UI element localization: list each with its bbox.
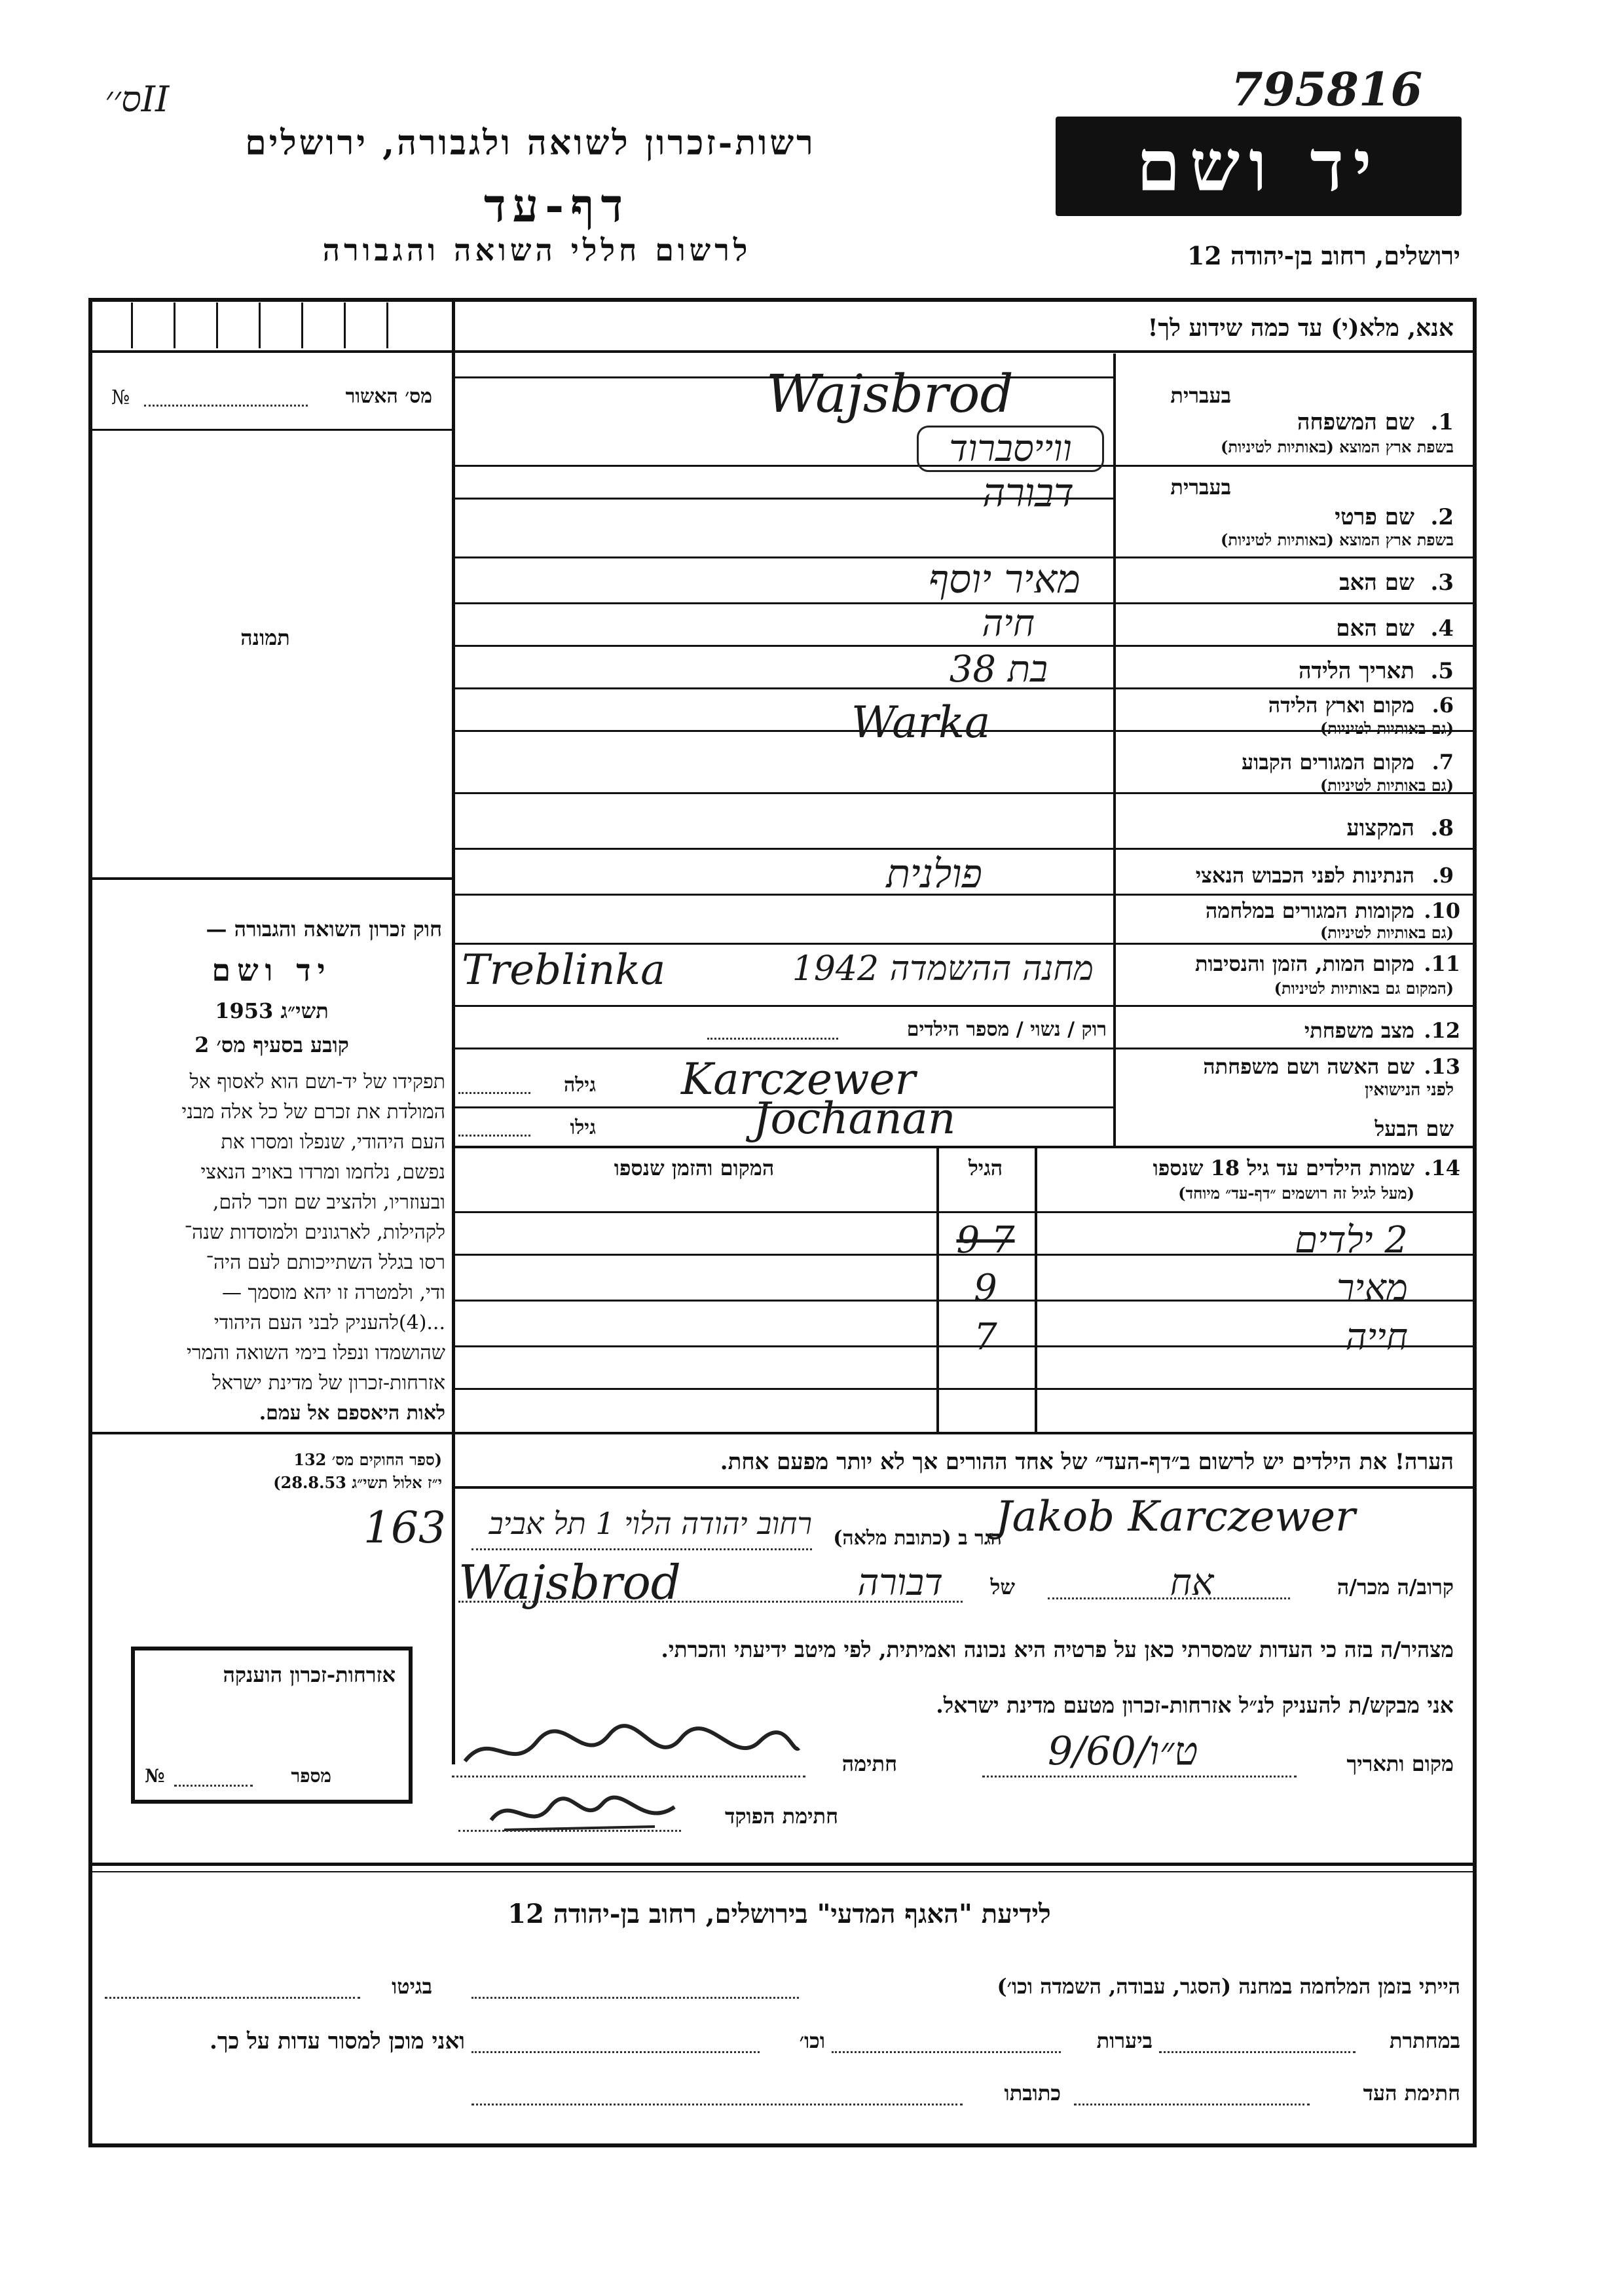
footer-address-label: כתובתו [1004, 2081, 1061, 2105]
field-5-value[interactable]: בת 38 [949, 648, 1048, 691]
law-logo: יד ושם [212, 953, 332, 988]
law-line: ...(4)להעניק לבני העם היהודי [213, 1311, 445, 1334]
child-age[interactable]: 9 [974, 1267, 997, 1309]
field-1-value-heb[interactable]: ווייסברוד [917, 426, 1104, 472]
law-line: ודי, ולמטרה זו יהא מוסמך — [221, 1281, 445, 1304]
field-10-sub: (גם באותיות לטיניות) [1320, 923, 1454, 942]
form-subtitle: לרשום חללי השואה והגבורה [322, 232, 752, 268]
field-9-label: הנתינות לפני הכבוש הנאצי [1195, 863, 1414, 888]
field-1-value-latin[interactable]: Wajsbrod [766, 363, 1014, 424]
law-line: לאות היאספם אל עמם. [259, 1402, 445, 1425]
field-8-label: המקצוע [1346, 815, 1414, 841]
field-13-value[interactable]: Karczewer [681, 1054, 916, 1104]
children-label: שמות הילדים עד גיל 18 שנספו [1153, 1156, 1414, 1180]
field-1-label: שם המשפחה [1297, 409, 1414, 435]
children-place-header: המקום והזמן שנספו [614, 1156, 775, 1180]
footer-title: לידיעת "האגף המדעי" בירושלים, רחוב בן-יהודה 12 [507, 1899, 1051, 1929]
field-12-label: מצב משפחתי [1304, 1018, 1414, 1043]
declarant-number: 163 [363, 1503, 446, 1553]
address-value[interactable]: רחוב יהודה הלוי 1 תל אביב [489, 1506, 812, 1541]
declaration-statement: מצהיר/ה בזה כי העדות שמסרתי כאן על פרטיה היא נכונה ואמיתית, לפי מיטב ידיעתי והכרתי. [661, 1637, 1454, 1662]
field-13-number: 13. [1424, 1054, 1460, 1079]
approval-no-label: מס׳ האשור [345, 385, 432, 408]
field-3-number: 3. [1430, 570, 1454, 596]
law-ref-1: (ספר החוקים מס׳ 132 [293, 1450, 442, 1469]
serial-number: 795816 [1231, 62, 1423, 117]
field-13-age-label: גילה [563, 1074, 596, 1097]
law-line: תפקידו של יד-ושם הוא לאסוף אל [189, 1070, 445, 1093]
law-line: רסו בגלל השתייכותם לעם היה־ [206, 1251, 445, 1274]
law-line: שהושמדו ונפלו בימי השואה והמרי [186, 1341, 445, 1364]
law-ref-2: י״ז אלול תשי״ג 28.8.53) [273, 1473, 442, 1492]
relative-value[interactable]: אח [1170, 1561, 1214, 1604]
citizenship-box-title: אזרחות-זכרון הוענקה [223, 1662, 396, 1687]
yad-vashem-logo [1056, 117, 1462, 216]
place-date-label: מקום ותאריך [1346, 1751, 1454, 1776]
field-12-options: רוק / נשוי / מספר הילדים [906, 1018, 1107, 1041]
no-label: № [111, 386, 130, 409]
law-text-block [100, 1067, 445, 1429]
photo-label: תמונה [240, 625, 290, 650]
field-11-value-latin[interactable]: Treblinka [462, 946, 666, 994]
child-name[interactable]: חייה [1345, 1316, 1408, 1358]
footer-underground-label: במחתרת [1389, 2028, 1460, 2053]
of-value-latin[interactable]: Wajsbrod [458, 1555, 681, 1610]
place-date-value[interactable]: ט״ו/9/60 [1048, 1728, 1198, 1774]
footer-testimony-statement: ואני מוכן למסור עדות על כך. [210, 2028, 465, 2054]
field-11-value-heb[interactable]: מחנה ההשמדה 1942 [792, 949, 1094, 989]
law-line: אזרחות-זכרון של מדינת ישראל [212, 1372, 445, 1394]
field-2-label: שם פרטי [1335, 504, 1414, 530]
citizenship-box-no: № [145, 1765, 165, 1787]
field-7-label: מקום המגורים הקבוע [1242, 750, 1414, 774]
field-2-value[interactable]: דבורה [982, 470, 1074, 516]
footer-camp-label: הייתי בזמן המלחמה במחנה (הסגר, עבודה, השמדה וכו׳) [997, 1974, 1460, 1999]
field-7-sub: (גם באותיות לטיניות) [1320, 776, 1454, 795]
husband-age-label: גילו [570, 1116, 596, 1139]
citizenship-box [131, 1647, 413, 1804]
law-year: תשי״ג 1953 [215, 998, 329, 1023]
declarant-name[interactable]: Jakob Karczewer [995, 1493, 1356, 1541]
intro-text: אנא, מלא(י) עד כמה שידוע לך! [1147, 314, 1454, 342]
field-6-sub: (גם באותיות לטיניות) [1320, 719, 1454, 738]
field-3-value[interactable]: מאיר יוסף [928, 556, 1080, 602]
field-4-label: שם האם [1336, 615, 1414, 642]
field-10-number: 10. [1424, 898, 1460, 923]
children-number: 14. [1424, 1156, 1460, 1180]
children-sub: (מעל לגיל זה רושמים ״דף-עד״ מיוחד) [1178, 1184, 1414, 1203]
field-2-sub: בשפת ארץ המוצא (באותיות לטיניות) [1221, 530, 1454, 549]
footer-etc-label: וכו׳ [799, 2028, 825, 2053]
address-label: הגר ב (כתובת מלאה) [833, 1527, 1002, 1550]
footer-ghetto-label: בגיטו [392, 1974, 432, 1999]
law-line: העם היהודי, שנפלו ומסרו את [221, 1131, 445, 1154]
field-9-number: 9. [1431, 863, 1454, 888]
note-text: הערה! את הילדים יש לרשום ב״דף-העד״ של אחד ההורים אך לא יותר מפעם אחת. [720, 1449, 1454, 1475]
law-line: נפשם, נלחמו ומרדו באויב הנאצי [200, 1161, 445, 1184]
field-11-label: מקום המות, הזמן והנסיבות [1194, 951, 1414, 976]
children-age-header: הגיל [968, 1156, 1003, 1180]
field-3-label: שם האב [1339, 570, 1414, 596]
law-clause: קובע בסעיף מס׳ 2 [194, 1032, 349, 1057]
address: ירושלים, רחוב בן-יהודה 12 [1187, 241, 1460, 270]
field-4-number: 4. [1430, 615, 1454, 642]
field-12-number: 12. [1424, 1018, 1460, 1043]
officer-signature-label: חתימת הפוקד [725, 1804, 838, 1829]
field-6-number: 6. [1431, 693, 1454, 718]
field-7-number: 7. [1431, 750, 1454, 774]
child-name[interactable]: 2 ילדים [1295, 1219, 1408, 1262]
corner-mark: ס׳׳II [105, 79, 170, 120]
field-2-heb-label: בעברית [1170, 475, 1231, 500]
husband-name-label: שם הבעל [1375, 1116, 1454, 1141]
field-13-label: שם האשה ושם משפחתה [1203, 1054, 1414, 1079]
footer-witness-signature-label: חתימת העד [1363, 2081, 1460, 2105]
law-line: ובעוזריו, ולהציב שם וזכר להם, [212, 1191, 445, 1214]
signature-label: חתימה [841, 1751, 897, 1776]
field-1-number: 1. [1430, 409, 1454, 435]
logo-text: יד ושם [1136, 125, 1381, 208]
form-title: דף-עד [483, 178, 630, 232]
field-8-number: 8. [1430, 815, 1454, 841]
field-6-label: מקום וארץ הלידה [1268, 693, 1414, 718]
field-13-sub: לפני הנישואין [1364, 1080, 1454, 1100]
of-label: של [990, 1575, 1015, 1599]
citizenship-request: אני מבקש/ת להעניק לנ״ל אזרחות-זכרון מטעם מדינת ישראל. [936, 1692, 1454, 1718]
relative-label: קרוב/ה מכר/ה [1337, 1575, 1454, 1599]
field-5-number: 5. [1430, 658, 1454, 684]
of-value-heb[interactable]: דבורה [857, 1561, 943, 1604]
code-boxes [92, 302, 452, 348]
citizenship-box-number: מספר [291, 1765, 331, 1787]
field-1-sub: בשפת ארץ המוצא (באותיות לטיניות) [1221, 437, 1454, 456]
field-4-value[interactable]: חיה [982, 602, 1035, 645]
field-1-heb-label: בעברית [1170, 383, 1231, 408]
field-6-value[interactable]: Warka [851, 697, 991, 748]
field-10-label: מקומות המגורים במלחמה [1205, 898, 1414, 923]
field-11-sub: (המקום גם באותיות לטיניות) [1274, 979, 1454, 998]
law-title: חוק זכרון השואה והגבורה — [206, 917, 442, 941]
field-5-label: תאריך הלידה [1298, 658, 1414, 684]
footer-forests-label: ביערות [1096, 2028, 1153, 2053]
field-9-value[interactable]: פולנית [886, 851, 982, 897]
authority-name: רשות-זכרון לשואה ולגבורה, ירושלים [245, 123, 816, 163]
child-name[interactable]: מאיר [1337, 1267, 1408, 1309]
declarant-signature[interactable] [452, 1715, 805, 1781]
field-2-number: 2. [1430, 504, 1454, 530]
law-line: המולדת את זכרם של כל אלה מבני [181, 1101, 445, 1123]
law-line: לקהילות, לארגונים ולמוסדות שנה־ [184, 1221, 445, 1244]
husband-name-value[interactable]: Jochanan [753, 1093, 956, 1144]
field-11-number: 11. [1424, 951, 1460, 976]
child-age[interactable]: 9 7 [956, 1219, 1015, 1262]
child-age[interactable]: 7 [974, 1316, 997, 1358]
